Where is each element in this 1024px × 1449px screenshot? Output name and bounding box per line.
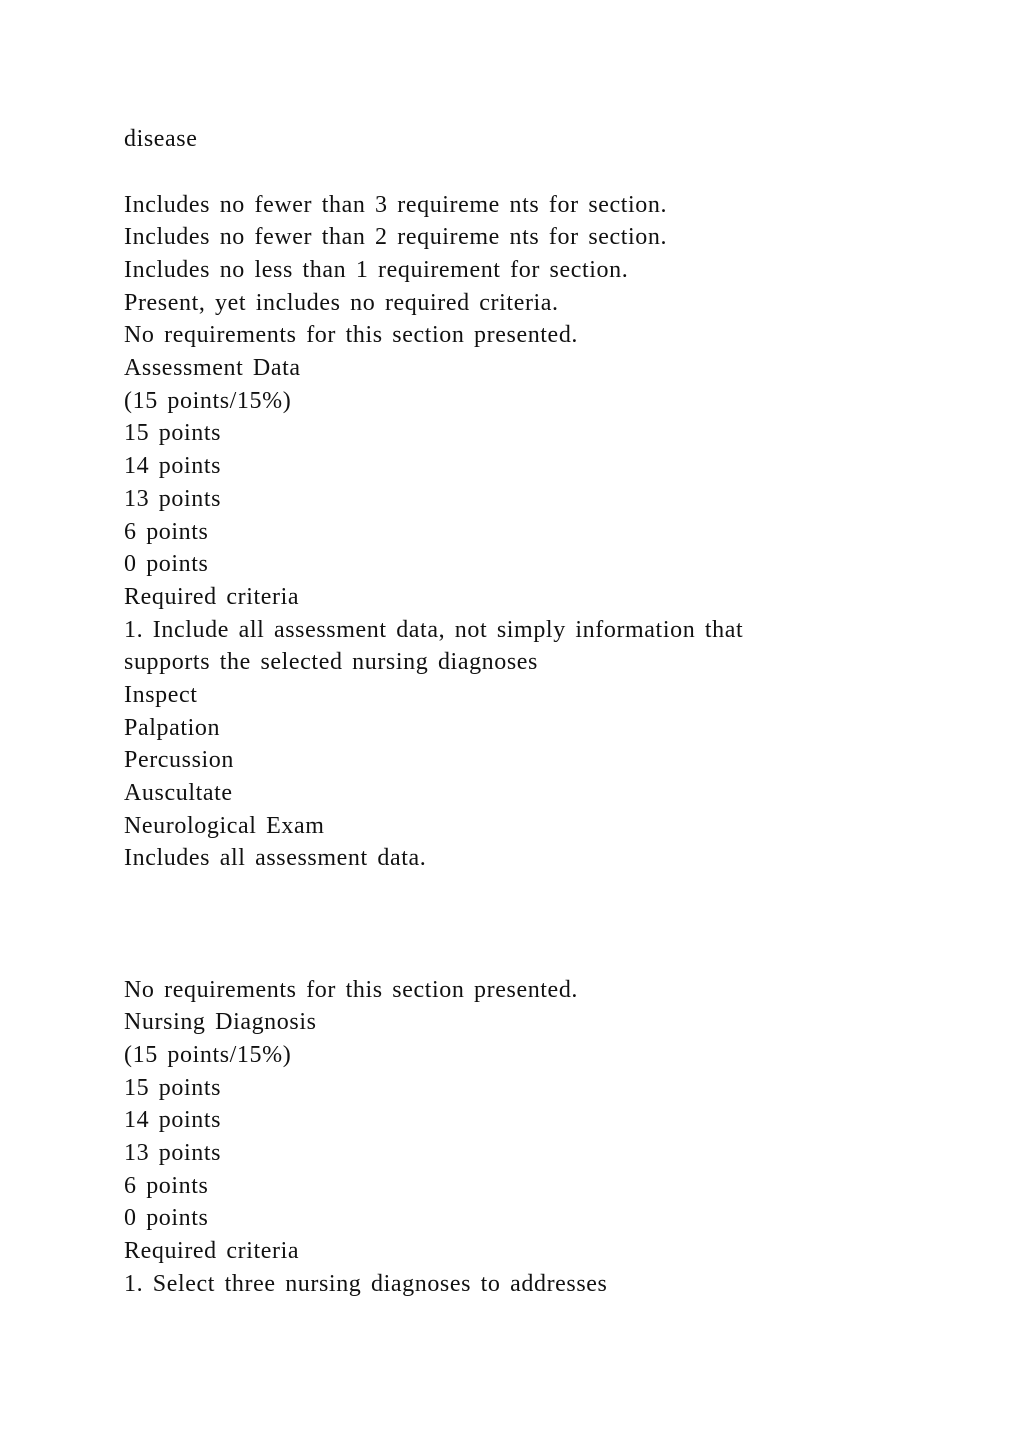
text-line: Includes no fewer than 3 requireme nts for section. xyxy=(124,192,668,218)
text-line: Present, yet includes no required criteria. xyxy=(124,290,559,316)
text-line: (15 points/15%) xyxy=(124,1042,292,1068)
text-line: 15 points xyxy=(124,420,222,446)
text-line: 6 points xyxy=(124,519,209,545)
text-line: 13 points xyxy=(124,1140,222,1166)
text-line: 14 points xyxy=(124,453,222,479)
text-line: Auscultate xyxy=(124,780,233,806)
text-line: 6 points xyxy=(124,1173,209,1199)
text-line: Includes no less than 1 requirement for section. xyxy=(124,257,629,283)
text-line: 0 points xyxy=(124,551,209,577)
text-line: Palpation xyxy=(124,715,221,741)
text-line: Inspect xyxy=(124,682,198,708)
text-line: Percussion xyxy=(124,747,234,773)
text-line: supports the selected nursing diagnoses xyxy=(124,649,538,675)
text-line: 1. Include all assessment data, not simply information that xyxy=(124,617,744,643)
section-heading: Nursing Diagnosis xyxy=(124,1009,317,1035)
text-line: Required criteria xyxy=(124,584,300,610)
text-line: Required criteria xyxy=(124,1238,300,1264)
text-line: 15 points xyxy=(124,1075,222,1101)
text-line: 0 points xyxy=(124,1205,209,1231)
text-line: No requirements for this section presented. xyxy=(124,322,579,348)
text-line: No requirements for this section presented. xyxy=(124,977,579,1003)
text-line: 1. Select three nursing diagnoses to addresses xyxy=(124,1271,608,1297)
text-line: 14 points xyxy=(124,1107,222,1133)
text-line: Includes no fewer than 2 requireme nts for section. xyxy=(124,224,668,250)
text-line: (15 points/15%) xyxy=(124,388,292,414)
text-line: Includes all assessment data. xyxy=(124,845,427,871)
section-heading: Assessment Data xyxy=(124,355,301,381)
text-line: Neurological Exam xyxy=(124,813,325,839)
text-line: disease xyxy=(124,126,198,152)
text-line: 13 points xyxy=(124,486,222,512)
